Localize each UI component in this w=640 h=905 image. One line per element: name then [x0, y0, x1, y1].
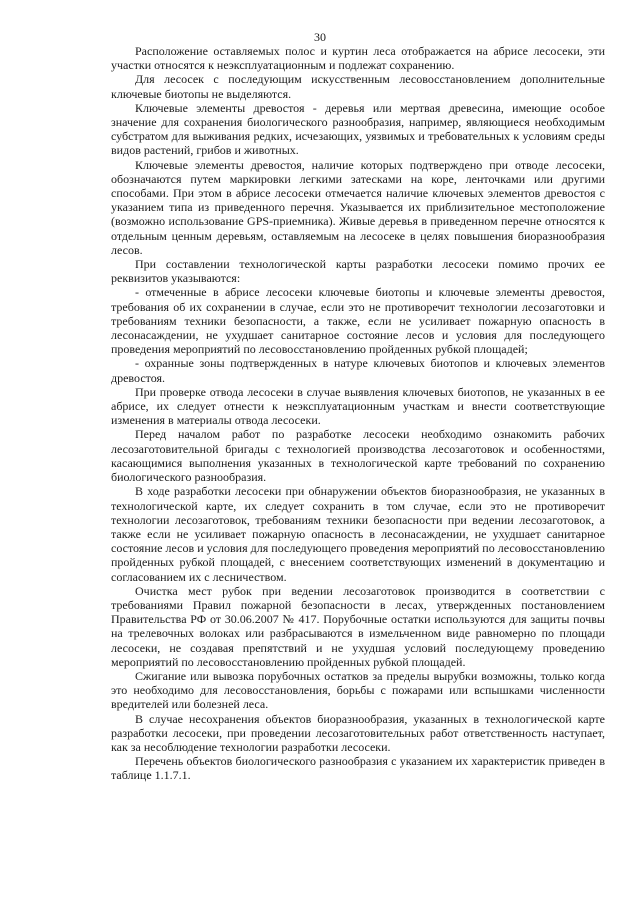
- paragraph: В случае несохранения объектов биоразнообразия, указанных в технологической карте разработки лесосеки, при проведении лесозаготовительных работ ответственность наступает, как за несоблюдение технологии разработки лесосеки.: [111, 711, 605, 754]
- paragraph: Расположение оставляемых полос и куртин леса отображается на абрисе лесосеки, эти участки относятся к неэксплуатационным и подлежат сохранению.: [111, 44, 605, 73]
- paragraph: При проверке отвода лесосеки в случае выявления ключевых биотопов, не указанных в ее абрисе, их следует отнести к неэксплуатационным участкам и внести соответствующие изменения в материалы отвода лесосеки.: [111, 384, 605, 428]
- paragraph: Сжигание или вывозка порубочных остатков за пределы вырубки возможны, только когда это необходимо для лесовосстановления, борьбы с пожарами или вспышками численности вредителей или болезней леса.: [111, 668, 605, 712]
- paragraph: В ходе разработки лесосеки при обнаружении объектов биоразнообразия, не указанных в технологической карте, их следует сохранить в том случае, если это не противоречит технологии лесозаготовок, требованиям техники безопасности при ведении лесозаготовок, а также если не усиливает пожарную опасность в лесонасаждении, не ухудшает санитарное состояние лесов и условия для последующего проведения мероприятий по лесовосстановлению пройденных рубкой площадей, с внесением соответствующих изменений в документацию и согласованием их с лесничеством.: [111, 484, 605, 584]
- list-item: - отмеченные в абрисе лесосеки ключевые биотопы и ключевые элементы древостоя, требования об их сохранении в случае, если это не противоречит технологии лесозаготовки и требованиям техники безопасности, а также, если не усиливает пожарную опасность в лесонасаждении, не ухудшает санитарное состояние лесов и условия для последующего проведения мероприятий по лесовосстановлению пройденных рубкой площадей;: [111, 285, 605, 357]
- paragraph: Для лесосек с последующим искусственным лесовосстановлением дополнительные ключевые биотопы не выделяются.: [111, 72, 605, 101]
- paragraph: Перед началом работ по разработке лесосеки необходимо ознакомить рабочих лесозаготовительной бригады с технологией производства лесозаготовок и особенностями, касающимися выполнения указанных в технологической карте требований по сохранению биологического разнообразия.: [111, 427, 605, 485]
- paragraph: При составлении технологической карты разработки лесосеки помимо прочих ее реквизитов указываются:: [111, 257, 605, 286]
- page-number: 30: [314, 30, 326, 44]
- paragraph: Очистка мест рубок при ведении лесозаготовок производится в соответствии с требованиями Правил пожарной безопасности в лесах, утвержденных постановлением Правительства РФ от 30.06.2007 № 417. Порубочные остатки используются для защиты почвы на трелевочных волоках или разбрасываются в измельченном виде равномерно по площади лесосеки, не создавая препятствий и не ухудшая условий последующему проведению мероприятий по лесовосстановлению пройденных рубкой площадей.: [111, 583, 605, 669]
- paragraph: Ключевые элементы древостоя - деревья или мертвая древесина, имеющие особое значение для сохранения биологического разнообразия, например, являющиеся необходимым субстратом для выживания редких, исчезающих, уязвимых и требовательных к условиям среды видов растений, грибов и животных.: [111, 100, 605, 158]
- document-body: [111, 44, 605, 783]
- paragraph: Ключевые элементы древостоя, наличие которых подтверждено при отводе лесосеки, обозначаются путем маркировки легкими затесками на коре, ленточками или другими способами. При этом в абрисе лесосеки отмечается наличие ключевых элементов древостоя с указанием типа из приведенного перечня. Указывается их приблизительное местоположение (возможно использование GPS-приемника). Живые деревья в приведенном перечне относятся к отдельным ценным деревьям, оставляемым на лесосеке в целях повышения биоразнообразия лесов.: [111, 157, 605, 257]
- paragraph: Перечень объектов биологического разнообразия с указанием их характеристик приведен в таблице 1.1.7.1.: [111, 754, 605, 783]
- list-item: - охранные зоны подтвержденных в натуре ключевых биотопов и ключевых элементов древостоя.: [111, 356, 605, 385]
